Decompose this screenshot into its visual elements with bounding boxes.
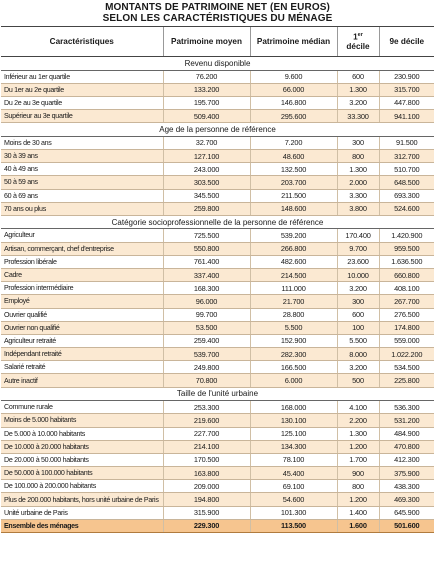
cell-median: 203.700 (250, 176, 337, 189)
cell-mean: 550.800 (163, 242, 250, 255)
table-row (1, 493, 434, 506)
cell-mean: 163.800 (163, 467, 250, 480)
cell-mean: 219.600 (163, 414, 250, 427)
cell-median: 6.000 (250, 374, 337, 387)
table-row (1, 229, 434, 242)
cell-median: 152.900 (250, 334, 337, 347)
cell-ninth-decile: 536.300 (379, 401, 434, 414)
total-cell-mean: 229.300 (163, 519, 250, 532)
cell-label: De 100.000 à 200.000 habitants (1, 480, 163, 493)
cell-ninth-decile: 91.500 (379, 136, 434, 149)
table-row (1, 189, 434, 202)
cell-ninth-decile: 375.900 (379, 467, 434, 480)
cell-mean: 253.300 (163, 401, 250, 414)
cell-median: 295.600 (250, 110, 337, 123)
cell-first-decile: 4.100 (337, 401, 379, 414)
cell-mean: 127.100 (163, 149, 250, 162)
header-first-decile-suffix: er (357, 32, 363, 39)
total-cell-first-decile: 1.600 (337, 519, 379, 532)
cell-first-decile: 1.300 (337, 427, 379, 440)
cell-label: Autre inactif (1, 374, 163, 387)
cell-first-decile: 1.200 (337, 493, 379, 506)
cell-median: 9.600 (250, 70, 337, 83)
cell-mean: 209.000 (163, 480, 250, 493)
cell-ninth-decile: 447.800 (379, 96, 434, 109)
cell-first-decile: 1.300 (337, 83, 379, 96)
header-mean: Patrimoine moyen (163, 27, 250, 57)
cell-label: Profession libérale (1, 255, 163, 268)
total-cell-median: 113.500 (250, 519, 337, 532)
cell-first-decile: 3.800 (337, 202, 379, 215)
cell-mean: 227.700 (163, 427, 250, 440)
cell-mean: 509.400 (163, 110, 250, 123)
cell-ninth-decile: 693.300 (379, 189, 434, 202)
cell-mean: 133.200 (163, 83, 250, 96)
cell-first-decile: 33.300 (337, 110, 379, 123)
cell-label: Moins de 5.000 habitants (1, 414, 163, 427)
cell-label: Plus de 200.000 habitants, hors unité urbaine de Paris (1, 493, 163, 506)
total-cell-ninth-decile: 501.600 (379, 519, 434, 532)
cell-label: Ouvrier qualifié (1, 308, 163, 321)
cell-label: De 10.000 à 20.000 habitants (1, 440, 163, 453)
cell-mean: 259.800 (163, 202, 250, 215)
cell-first-decile: 1.300 (337, 163, 379, 176)
header-row (1, 27, 434, 57)
cell-median: 134.300 (250, 440, 337, 453)
table-row (1, 163, 434, 176)
cell-first-decile: 3.200 (337, 282, 379, 295)
section-heading: Catégorie socioprofessionnelle de la personne de référence (1, 215, 434, 229)
cell-first-decile: 1.400 (337, 506, 379, 519)
cell-median: 125.100 (250, 427, 337, 440)
cell-median: 101.300 (250, 506, 337, 519)
cell-median: 45.400 (250, 467, 337, 480)
cell-first-decile: 600 (337, 70, 379, 83)
cell-mean: 168.300 (163, 282, 250, 295)
cell-label: Commune rurale (1, 401, 163, 414)
cell-median: 130.100 (250, 414, 337, 427)
cell-first-decile: 2.000 (337, 176, 379, 189)
section-heading: Revenu disponible (1, 57, 434, 71)
table-row (1, 334, 434, 347)
cell-label: Unité urbaine de Paris (1, 506, 163, 519)
cell-label: Cadre (1, 268, 163, 281)
cell-ninth-decile: 470.800 (379, 440, 434, 453)
title-line-2: SELON LES CARACTÉRISTIQUES DU MÉNAGE (102, 13, 333, 24)
section-heading: Taille de l'unité urbaine (1, 387, 434, 401)
cell-ninth-decile: 524.600 (379, 202, 434, 215)
cell-ninth-decile: 276.500 (379, 308, 434, 321)
cell-mean: 76.200 (163, 70, 250, 83)
total-cell-label: Ensemble des ménages (1, 519, 163, 532)
cell-median: 146.800 (250, 96, 337, 109)
cell-ninth-decile: 1.636.500 (379, 255, 434, 268)
wealth-table (1, 26, 434, 533)
header-first-decile (337, 27, 379, 57)
cell-label: Ouvrier non qualifié (1, 321, 163, 334)
cell-first-decile: 5.500 (337, 334, 379, 347)
cell-median: 168.000 (250, 401, 337, 414)
cell-mean: 243.000 (163, 163, 250, 176)
cell-mean: 337.400 (163, 268, 250, 281)
cell-label: Moins de 30 ans (1, 136, 163, 149)
cell-mean: 303.500 (163, 176, 250, 189)
table-row (1, 480, 434, 493)
cell-first-decile: 300 (337, 136, 379, 149)
cell-label: De 20.000 à 50.000 habitants (1, 453, 163, 466)
cell-ninth-decile: 438.300 (379, 480, 434, 493)
cell-mean: 99.700 (163, 308, 250, 321)
cell-ninth-decile: 1.022.200 (379, 348, 434, 361)
cell-label: Employé (1, 295, 163, 308)
cell-mean: 214.100 (163, 440, 250, 453)
cell-ninth-decile: 534.500 (379, 361, 434, 374)
cell-median: 48.600 (250, 149, 337, 162)
cell-mean: 70.800 (163, 374, 250, 387)
cell-mean: 195.700 (163, 96, 250, 109)
cell-mean: 32.700 (163, 136, 250, 149)
cell-median: 66.000 (250, 83, 337, 96)
section-heading: Age de la personne de référence (1, 123, 434, 137)
section-heading-row (1, 123, 434, 137)
table-row (1, 414, 434, 427)
table-row (1, 427, 434, 440)
table-row (1, 401, 434, 414)
cell-label: Agriculteur retraité (1, 334, 163, 347)
table-row (1, 70, 434, 83)
cell-median: 214.500 (250, 268, 337, 281)
cell-first-decile: 8.000 (337, 348, 379, 361)
cell-ninth-decile: 312.700 (379, 149, 434, 162)
cell-median: 28.800 (250, 308, 337, 321)
cell-label: Du 2e au 3e quartile (1, 96, 163, 109)
cell-first-decile: 600 (337, 308, 379, 321)
cell-first-decile: 1.700 (337, 453, 379, 466)
cell-ninth-decile: 941.100 (379, 110, 434, 123)
header-characteristics: Caractéristiques (1, 27, 163, 57)
cell-median: 21.700 (250, 295, 337, 308)
table-row (1, 110, 434, 123)
table-row (1, 176, 434, 189)
cell-label: Salarié retraité (1, 361, 163, 374)
cell-label: De 5.000 à 10.000 habitants (1, 427, 163, 440)
cell-mean: 259.400 (163, 334, 250, 347)
cell-median: 78.100 (250, 453, 337, 466)
cell-first-decile: 800 (337, 480, 379, 493)
cell-mean: 761.400 (163, 255, 250, 268)
table-row (1, 83, 434, 96)
table-row (1, 149, 434, 162)
table-body (1, 57, 434, 533)
table-row (1, 96, 434, 109)
cell-first-decile: 9.700 (337, 242, 379, 255)
table-row (1, 361, 434, 374)
cell-ninth-decile: 225.800 (379, 374, 434, 387)
cell-mean: 96.000 (163, 295, 250, 308)
cell-first-decile: 3.300 (337, 189, 379, 202)
cell-median: 211.500 (250, 189, 337, 202)
cell-label: 40 à 49 ans (1, 163, 163, 176)
table-row (1, 202, 434, 215)
cell-label: 70 ans ou plus (1, 202, 163, 215)
cell-label: Inférieur au 1er quartile (1, 70, 163, 83)
cell-label: Profession intermédiaire (1, 282, 163, 295)
cell-mean: 539.700 (163, 348, 250, 361)
cell-first-decile: 500 (337, 374, 379, 387)
cell-ninth-decile: 484.900 (379, 427, 434, 440)
document-title (0, 0, 435, 26)
cell-median: 69.100 (250, 480, 337, 493)
cell-mean: 725.500 (163, 229, 250, 242)
cell-first-decile: 3.200 (337, 361, 379, 374)
cell-median: 266.800 (250, 242, 337, 255)
cell-median: 54.600 (250, 493, 337, 506)
table-row (1, 295, 434, 308)
cell-first-decile: 23.600 (337, 255, 379, 268)
cell-ninth-decile: 510.700 (379, 163, 434, 176)
cell-ninth-decile: 267.700 (379, 295, 434, 308)
cell-mean: 315.900 (163, 506, 250, 519)
cell-median: 282.300 (250, 348, 337, 361)
cell-ninth-decile: 408.100 (379, 282, 434, 295)
cell-median: 148.600 (250, 202, 337, 215)
cell-ninth-decile: 648.500 (379, 176, 434, 189)
cell-ninth-decile: 174.800 (379, 321, 434, 334)
cell-ninth-decile: 959.500 (379, 242, 434, 255)
cell-first-decile: 170.400 (337, 229, 379, 242)
table-row (1, 308, 434, 321)
cell-label: Artisan, commerçant, chef d'entreprise (1, 242, 163, 255)
table-row (1, 348, 434, 361)
cell-label: Du 1er au 2e quartile (1, 83, 163, 96)
cell-first-decile: 10.000 (337, 268, 379, 281)
cell-median: 5.500 (250, 321, 337, 334)
cell-ninth-decile: 412.300 (379, 453, 434, 466)
section-heading-row (1, 215, 434, 229)
title-line-1: MONTANTS DE PATRIMOINE NET (EN EUROS) (105, 2, 330, 13)
cell-mean: 170.500 (163, 453, 250, 466)
cell-median: 132.500 (250, 163, 337, 176)
cell-label: De 50.000 à 100.000 habitants (1, 467, 163, 480)
header-first-decile-number: 1 (353, 32, 358, 42)
cell-ninth-decile: 645.900 (379, 506, 434, 519)
cell-ninth-decile: 230.900 (379, 70, 434, 83)
table-row (1, 268, 434, 281)
cell-label: 50 à 59 ans (1, 176, 163, 189)
total-row (1, 519, 434, 532)
cell-first-decile: 3.200 (337, 96, 379, 109)
table-row (1, 282, 434, 295)
cell-median: 539.200 (250, 229, 337, 242)
cell-first-decile: 1.200 (337, 440, 379, 453)
table-row (1, 453, 434, 466)
cell-ninth-decile: 1.420.900 (379, 229, 434, 242)
table-row (1, 374, 434, 387)
table-row (1, 242, 434, 255)
table-row (1, 255, 434, 268)
cell-label: Indépendant retraité (1, 348, 163, 361)
cell-label: 60 à 69 ans (1, 189, 163, 202)
cell-median: 111.000 (250, 282, 337, 295)
table-row (1, 136, 434, 149)
header-median: Patrimoine médian (250, 27, 337, 57)
table-row (1, 440, 434, 453)
cell-first-decile: 800 (337, 149, 379, 162)
table-row (1, 506, 434, 519)
cell-first-decile: 900 (337, 467, 379, 480)
cell-first-decile: 300 (337, 295, 379, 308)
cell-ninth-decile: 469.300 (379, 493, 434, 506)
section-heading-row (1, 57, 434, 71)
cell-ninth-decile: 660.800 (379, 268, 434, 281)
cell-ninth-decile: 559.000 (379, 334, 434, 347)
cell-ninth-decile: 315.700 (379, 83, 434, 96)
cell-mean: 249.800 (163, 361, 250, 374)
table-row (1, 321, 434, 334)
cell-mean: 345.500 (163, 189, 250, 202)
cell-label: 30 à 39 ans (1, 149, 163, 162)
header-ninth-decile: 9e décile (379, 27, 434, 57)
cell-median: 7.200 (250, 136, 337, 149)
cell-median: 166.500 (250, 361, 337, 374)
section-heading-row (1, 387, 434, 401)
cell-first-decile: 100 (337, 321, 379, 334)
table-row (1, 467, 434, 480)
cell-label: Agriculteur (1, 229, 163, 242)
cell-ninth-decile: 531.200 (379, 414, 434, 427)
cell-label: Supérieur au 3e quartile (1, 110, 163, 123)
header-first-decile-word: décile (346, 41, 370, 51)
cell-mean: 194.800 (163, 493, 250, 506)
cell-mean: 53.500 (163, 321, 250, 334)
cell-first-decile: 2.200 (337, 414, 379, 427)
cell-median: 482.600 (250, 255, 337, 268)
